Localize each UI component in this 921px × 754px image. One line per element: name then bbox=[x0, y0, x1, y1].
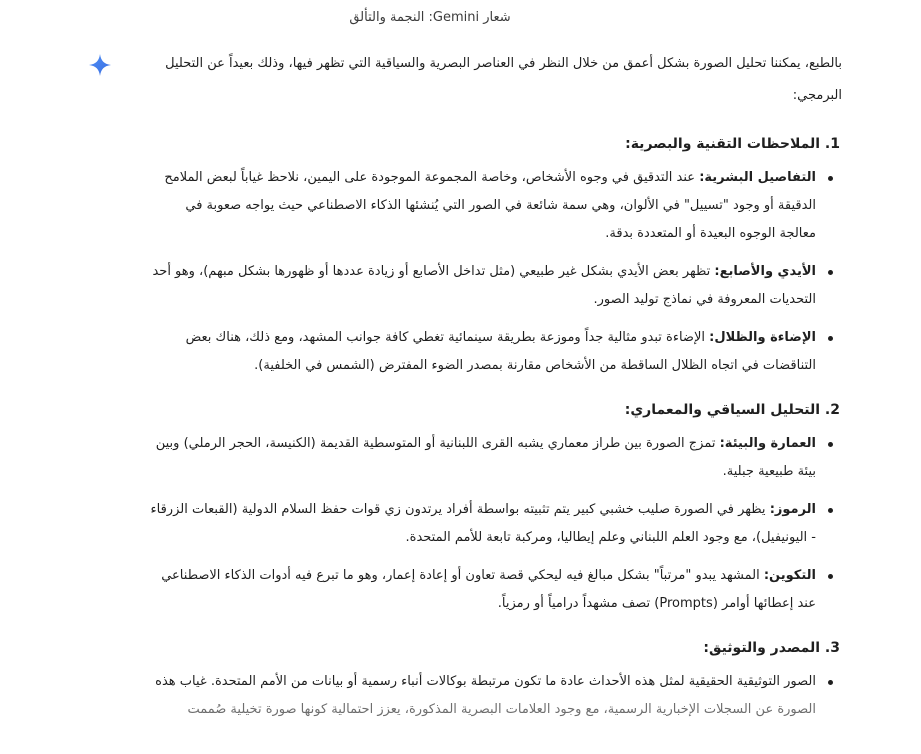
item-text: المشهد يبدو "مرتباً" بشكل مبالغ فيه ليحكي قصة تعاون أو إعادة إعمار، وهو ما تبرع فيه أدوات الذكاء الاصطناعي عند إعطائها أوامر (Prompts) تصف مشهداً درامياً أو رمزياً. bbox=[161, 568, 816, 611]
list-item bbox=[150, 562, 816, 618]
list-item bbox=[150, 324, 816, 380]
list-item bbox=[150, 668, 816, 724]
assistant-response bbox=[150, 48, 840, 734]
item-label: التفاصيل البشرية: bbox=[699, 170, 816, 185]
bullet-list bbox=[150, 668, 840, 724]
item-label: الإضاءة والظلال: bbox=[709, 330, 816, 345]
section-heading: 3. المصدر والتوثيق: bbox=[703, 640, 840, 656]
list-item bbox=[150, 258, 816, 314]
item-text: تمزج الصورة بين طراز معماري يشبه القرى اللبنانية أو المتوسطية القديمة (الكنيسة، الحجر الرملي) وبين بيئة طبيعية جبلية. bbox=[155, 436, 816, 479]
item-text-streaming: الصورة عن السجلات الإخبارية الرسمية، مع وجود العلامات البصرية المذكورة، يعزز احتمالية كونها صورة تخيلية صُممت bbox=[187, 702, 816, 717]
section-heading: 2. التحليل السياقي والمعماري: bbox=[624, 402, 840, 418]
item-label: العمارة والبيئة: bbox=[719, 436, 816, 451]
item-label: التكوين: bbox=[763, 568, 816, 583]
item-text: الصور التوثيقية الحقيقية لمثل هذه الأحداث عادة ما تكون مرتبطة بوكالات أنباء رسمية أو بيانات من الأمم المتحدة. غياب هذه bbox=[155, 674, 816, 689]
item-text: تظهر بعض الأيدي بشكل غير طبيعي (مثل تداخل الأصابع أو زيادة عددها أو ظهورها بشكل مبهم)، وهو أحد التحديات المعروفة في نماذج توليد الصور. bbox=[152, 264, 816, 307]
bullet-list bbox=[150, 164, 840, 380]
list-item bbox=[150, 430, 816, 486]
section-heading: 1. الملاحظات التقنية والبصرية: bbox=[625, 136, 840, 152]
item-text: الإضاءة تبدو مثالية جداً وموزعة بطريقة سينمائية تغطي كافة جوانب المشهد، ومع ذلك، هناك بعض التناقضات في اتجاه الظلال الساقطة من الأشخاص مقارنة بمصدر الضوء المفترض (الشمس في الخلفية). bbox=[185, 330, 816, 373]
bullet-list bbox=[150, 430, 840, 618]
intro-paragraph: بالطبع، يمكننا تحليل الصورة بشكل أعمق من خلال النظر في العناصر البصرية والسياقية التي تظهر فيها، وذلك بعيداً عن التحليل البرمجي: bbox=[165, 56, 842, 103]
item-text: عند التدقيق في وجوه الأشخاص، وخاصة المجموعة الموجودة على اليمين، نلاحظ غياباً لبعض الملامح الدقيقة أو وجود "تسييل" في الألوان، وهي سمة شائعة في الصور التي يُنشئها الذكاء الاصطناعي حيث يواجه صعوبة في معالجة الوجوه البعيدة أو المتعددة بدقة. bbox=[164, 170, 816, 241]
list-item bbox=[150, 164, 816, 248]
list-item bbox=[150, 496, 816, 552]
image-caption: شعار Gemini: النجمة والتألق bbox=[349, 10, 511, 25]
gemini-sparkle-icon bbox=[88, 53, 112, 77]
item-label: الرموز: bbox=[769, 502, 816, 517]
item-text: يظهر في الصورة صليب خشبي كبير يتم تثبيته بواسطة أفراد يرتدون زي قوات حفظ السلام الدولية (القبعات الزرقاء - اليونيفيل)، مع وجود العلم اللبناني وعلم إيطاليا، ومركبة تابعة للأمم المتحدة. bbox=[150, 502, 816, 545]
item-label: الأيدي والأصابع: bbox=[714, 264, 816, 279]
